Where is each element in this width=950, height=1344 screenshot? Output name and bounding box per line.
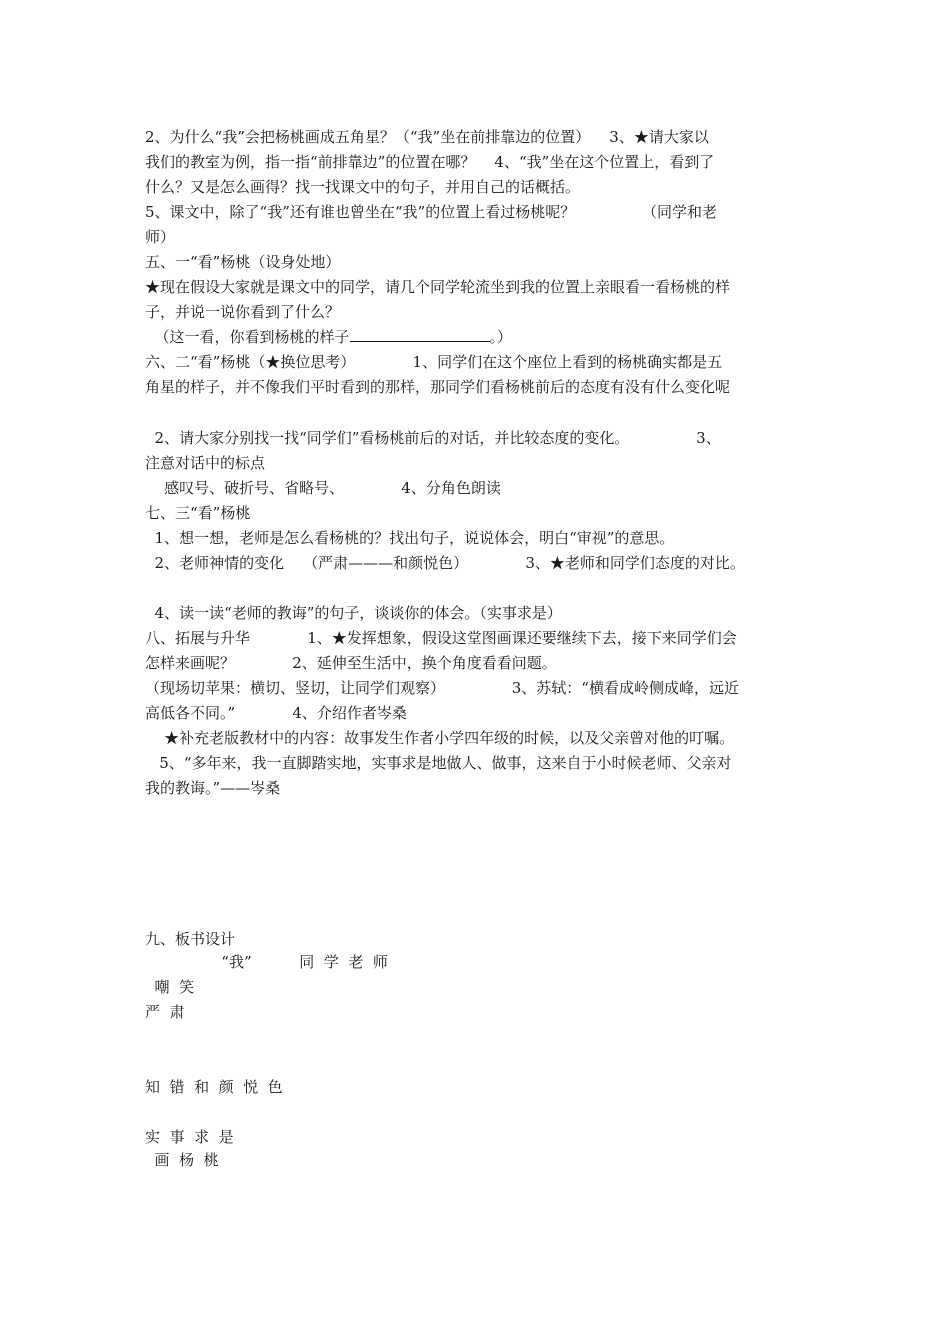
board-item: 严 肃	[145, 1003, 185, 1021]
text-line: 什么？又是怎么画得？找一找课文中的句子，并用自己的话概括。	[145, 178, 581, 196]
text-line: 5、“多年来，我一直脚踏实地，实事求是地做人、做事，这来自于小时候老师、父亲对	[145, 754, 732, 772]
fill-in-line	[145, 327, 512, 347]
text-line: 怎样来画呢？ 2、延伸至生活中，换个角度看看问题。	[145, 654, 557, 672]
board-item: 嘲 笑	[145, 978, 195, 996]
fill-in-prefix: （这一看，你看到杨桃的样子	[145, 328, 350, 346]
text-line: 角星的样子，并不像我们平时看到的那样，那同学们看杨桃前后的态度有没有什么变化呢	[145, 378, 731, 396]
answer-blank	[350, 327, 490, 342]
text-line: ★补充老版教材中的内容：故事发生作者小学四年级的时候，以及父亲曾对他的叮嘱。	[145, 729, 735, 747]
board-item: 知 错 和 颜 悦 色	[145, 1078, 283, 1096]
text-line: 1、想一想，老师是怎么看杨桃的？找出句子，说说体会，明白“审视”的意思。	[145, 529, 675, 547]
board-design-heading: 九、板书设计	[145, 930, 236, 948]
text-line: 我的教诲。”——岑桑	[145, 779, 281, 797]
section-heading: 六、二“看”杨桃（★换位思考） 1、同学们在这个座位上看到的杨桃确实都是五	[145, 353, 723, 371]
text-line: 2、老师神情的变化 （严肃———和颜悦色） 3、★老师和同学们态度的对比。	[145, 554, 745, 572]
board-item: 实 事 求 是	[145, 1128, 234, 1146]
section-heading: 五、一“看”杨桃（设身处地）	[145, 253, 341, 271]
section-heading: 八、拓展与升华 1、★发挥想象，假设这堂图画课还要继续下去，接下来同学们会	[145, 629, 737, 647]
text-line: 师）	[145, 228, 176, 246]
text-line: 2、请大家分别找一找“同学们”看杨桃前后的对话，并比较态度的变化。 3、	[145, 429, 721, 447]
text-line: （现场切苹果：横切、竖切，让同学们观察） 3、苏轼：“横看成岭侧成峰，远近	[145, 679, 739, 697]
text-line: 注意对话中的标点	[145, 454, 266, 472]
text-line: 2、为什么“我”会把杨桃画成五角星？（“我”坐在前排靠边的位置） 3、★请大家以	[145, 128, 709, 146]
section-heading: 七、三“看”杨桃	[145, 504, 251, 522]
text-line: 子，并说一说你看到了什么？	[145, 303, 341, 321]
fill-in-suffix: 。）	[489, 328, 513, 346]
text-line: 我们的教室为例，指一指“前排靠边”的位置在哪？ 4、“我”坐在这个位置上，看到了	[145, 153, 715, 171]
board-header: “我” 同 学 老 师	[145, 953, 388, 971]
text-line: 4、读一读“老师的教诲”的句子，谈谈你的体会。（实事求是）	[145, 604, 562, 622]
text-line: 5、课文中，除了“我”还有谁也曾坐在“我”的位置上看过杨桃呢？ （同学和老	[145, 203, 717, 221]
board-item: 画 杨 桃	[145, 1151, 219, 1169]
text-line: 高低各不同。” 4、介绍作者岑桑	[145, 704, 407, 722]
text-line: 感叹号、破折号、省略号、 4、分角色朗读	[145, 479, 501, 497]
text-line: ★现在假设大家就是课文中的同学，请几个同学轮流坐到我的位置上亲眼看一看杨桃的样	[145, 278, 731, 296]
